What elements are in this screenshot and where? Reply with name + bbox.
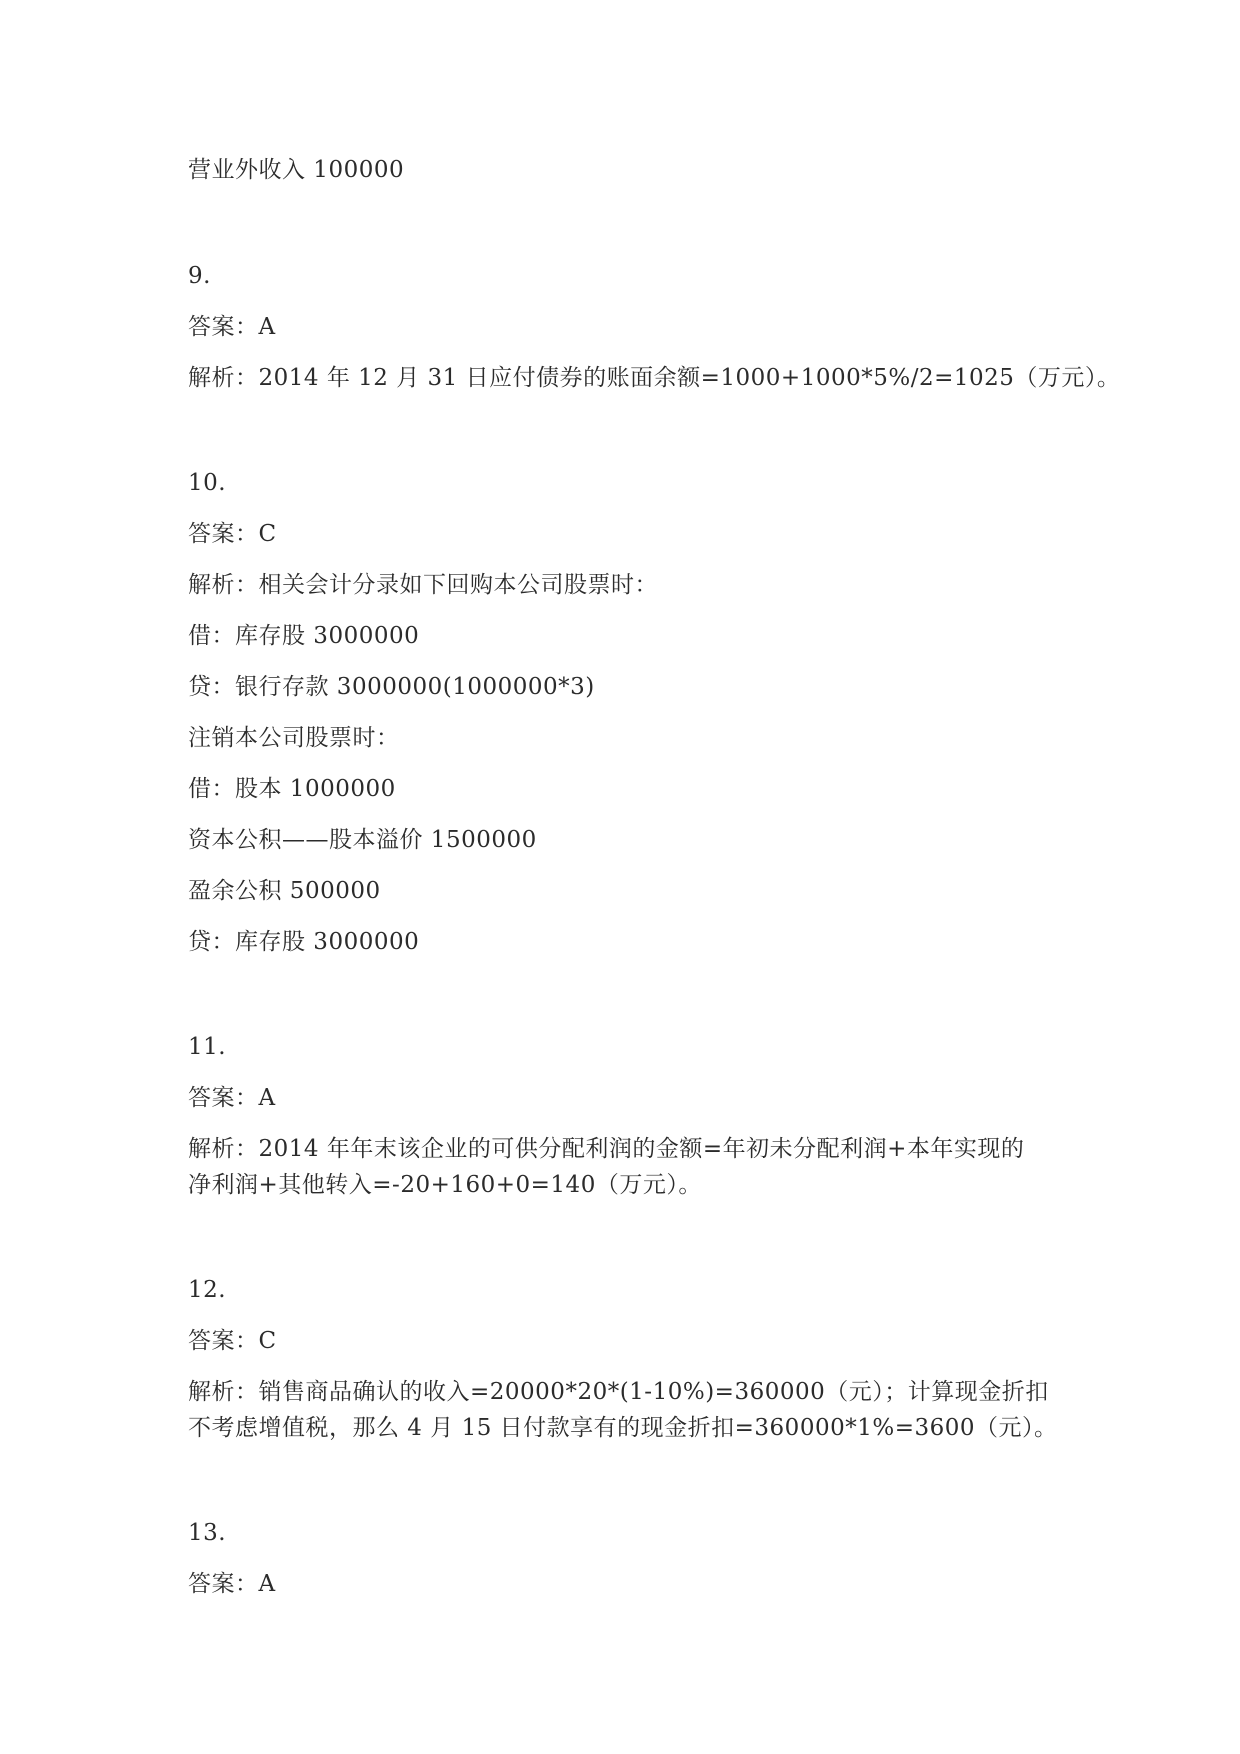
question-11-number: 11. <box>188 1034 227 1060</box>
question-10-entry-3: 注销本公司股票时： <box>188 725 400 751</box>
question-11-analysis-line-1: 解析：2014 年年末该企业的可供分配利润的金额=年初未分配利润+本年实现的 <box>188 1136 1025 1162</box>
question-11-answer: 答案：A <box>188 1085 276 1111</box>
question-10-entry-5: 资本公积——股本溢价 1500000 <box>188 827 537 853</box>
question-12-number: 12. <box>188 1277 227 1303</box>
question-10-number: 10. <box>188 470 227 496</box>
question-12-analysis-line-2: 不考虑增值税，那么 4 月 15 日付款享有的现金折扣=360000*1%=3600（元）。 <box>188 1415 1058 1441</box>
question-13-answer: 答案：A <box>188 1571 276 1597</box>
question-12-answer: 答案：C <box>188 1328 277 1354</box>
question-12-analysis-line-1: 解析：销售商品确认的收入=20000*20*(1-10%)=360000（元）；计算现金折扣 <box>188 1379 1049 1405</box>
question-10-answer: 答案：C <box>188 521 277 547</box>
text-line-income: 营业外收入 100000 <box>188 157 405 183</box>
question-10-entry-7: 贷：库存股 3000000 <box>188 929 420 955</box>
question-10-entry-4: 借：股本 1000000 <box>188 776 396 802</box>
question-10-entry-2: 贷：银行存款 3000000(1000000*3) <box>188 674 595 700</box>
question-10-entry-6: 盈余公积 500000 <box>188 878 381 904</box>
question-13-number: 13. <box>188 1520 227 1546</box>
question-10-entry-1: 借：库存股 3000000 <box>188 623 420 649</box>
question-10-analysis: 解析：相关会计分录如下回购本公司股票时： <box>188 572 658 598</box>
question-9-number: 9. <box>188 263 211 289</box>
question-9-answer: 答案：A <box>188 314 276 340</box>
question-9-analysis: 解析：2014 年 12 月 31 日应付债券的账面余额=1000+1000*5%/2=1025（万元）。 <box>188 365 1121 391</box>
question-11-analysis-line-2: 净利润+其他转入=-20+160+0=140（万元）。 <box>188 1172 702 1198</box>
